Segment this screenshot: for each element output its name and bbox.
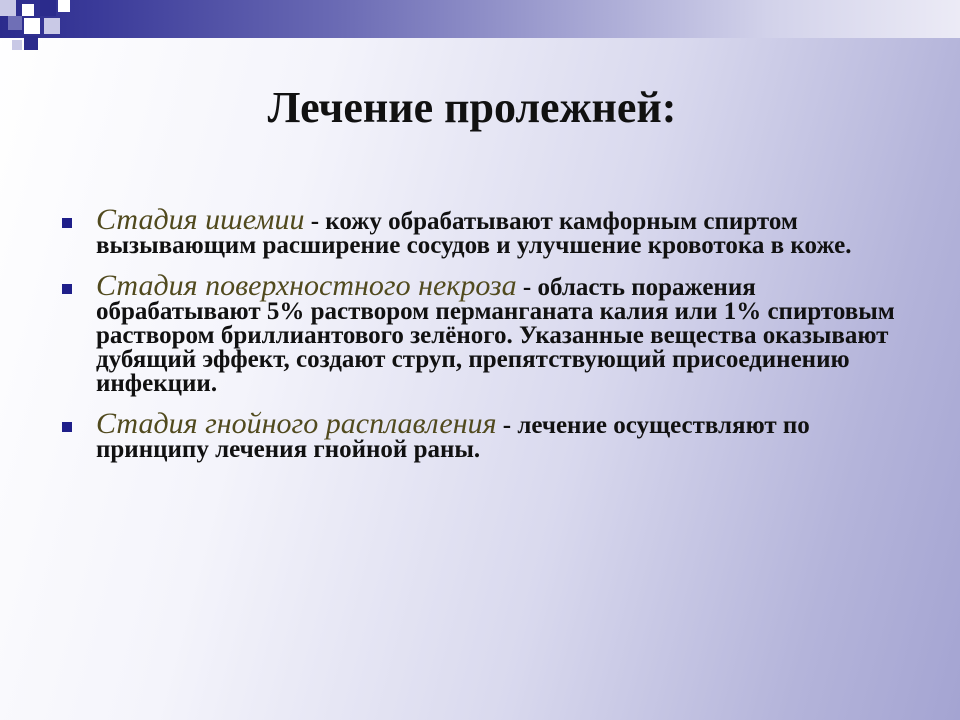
stage-description: - область поражения обрабатывают 5% раствором перманганата калия или 1% спиртовым раствором бриллиантового зелёного. Указанные вещества оказывают дубящий эффект, создают струп, препятствующий присоединению инфекции.: [96, 274, 895, 397]
stage-name: Стадия ишемии: [96, 203, 305, 236]
slide-title: Лечение пролежней:: [267, 83, 677, 132]
square-bullet-icon: [62, 284, 72, 294]
list-item-text: [96, 203, 900, 259]
list-item: [60, 203, 900, 259]
stage-name: Стадия поверхностного некроза: [96, 269, 517, 302]
list-item-text: [96, 407, 900, 463]
bullet-list: [60, 203, 900, 478]
stage-description: - кожу обрабатывают камфорным спиртом вызывающим расширение сосудов и улучшение кровотока в коже.: [96, 208, 852, 259]
list-item: [60, 407, 900, 463]
square-bullet-icon: [62, 218, 72, 228]
stage-description: - лечение осуществляют по принципу лечения гнойной раны.: [96, 412, 810, 463]
header-band: [0, 0, 960, 38]
list-item-text: [96, 269, 900, 397]
list-item: [60, 269, 900, 397]
stage-name: Стадия гнойного расплавления: [96, 407, 497, 440]
square-bullet-icon: [62, 422, 72, 432]
